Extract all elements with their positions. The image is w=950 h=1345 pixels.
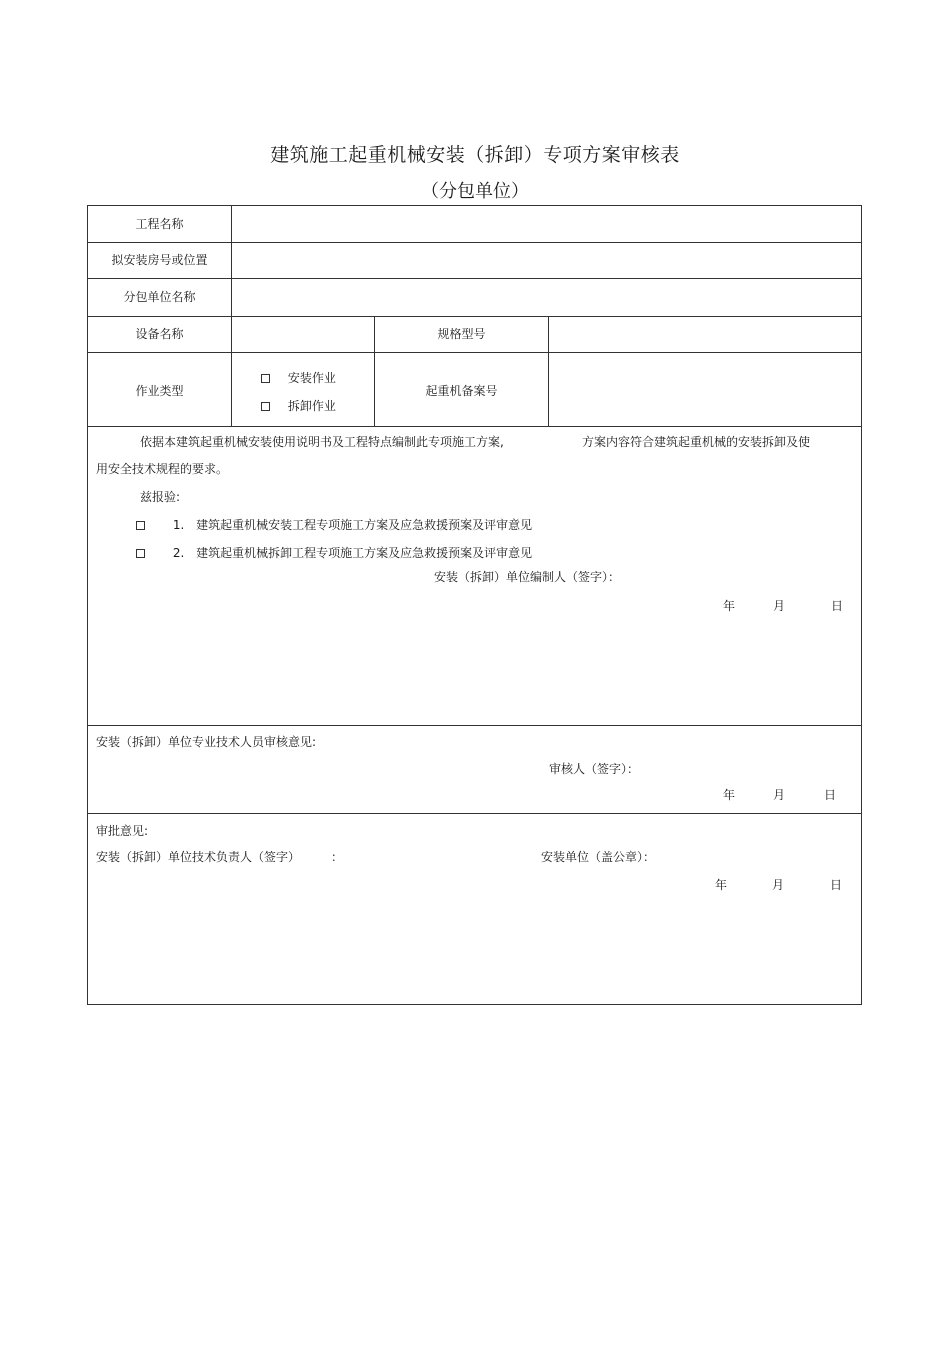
install-work-option[interactable] xyxy=(261,369,336,386)
review-date-month: 月 xyxy=(773,788,786,802)
plan-item-text: 建筑起重机械拆卸工程专项施工方案及应急救援预案及评审意见 xyxy=(196,546,533,560)
reviewer-label: 审核人（签字）： xyxy=(549,762,640,776)
page-subtitle: （分包单位） xyxy=(421,181,529,202)
review-date-day: 日 xyxy=(824,788,837,802)
review-form-table xyxy=(87,205,862,1005)
page-title: 建筑施工起重机械安装（拆卸）专项方案审核表 xyxy=(270,144,680,166)
tech-lead-label: 安装（拆卸）单位技术负责人（签字） xyxy=(96,850,301,864)
plan-item-install[interactable] xyxy=(136,516,532,533)
plan-paragraph-line1a: 依据本建筑起重机械安装使用说明书及工程特点编制此专项施工方案, xyxy=(140,435,504,449)
approval-date-day: 日 xyxy=(830,878,843,892)
checkbox-icon[interactable] xyxy=(261,374,270,383)
unit-seal-label: 安装单位（盖公章）： xyxy=(541,850,656,864)
review-date-year: 年 xyxy=(723,788,736,802)
install-location-label: 拟安装房号或位置 xyxy=(111,253,208,267)
equipment-name-field[interactable] xyxy=(232,317,374,352)
approval-label: 审批意见: xyxy=(96,824,149,838)
record-no-label: 起重机备案号 xyxy=(425,384,498,398)
spec-model-field[interactable] xyxy=(549,317,860,352)
approval-date-month: 月 xyxy=(772,878,785,892)
row-divider xyxy=(88,426,861,427)
plan-item-dismantle[interactable] xyxy=(136,544,532,561)
plan-item-number: 2. xyxy=(172,546,185,560)
dismantle-work-option[interactable] xyxy=(261,397,336,414)
subcontractor-label: 分包单位名称 xyxy=(123,290,196,304)
plan-item-text: 建筑起重机械安装工程专项施工方案及应急救援预案及评审意见 xyxy=(196,518,533,532)
checkbox-icon[interactable] xyxy=(136,549,145,558)
plan-date-year: 年 xyxy=(723,599,736,613)
install-location-field[interactable] xyxy=(232,243,860,278)
plan-date-day: 日 xyxy=(831,599,844,613)
plan-signer-label: 安装（拆卸）单位编制人（签字）： xyxy=(434,570,621,584)
install-work-label: 安装作业 xyxy=(287,371,336,385)
checkbox-icon[interactable] xyxy=(261,402,270,411)
row-divider xyxy=(88,725,861,726)
project-name-label: 工程名称 xyxy=(135,217,184,231)
submit-label: 兹报验: xyxy=(140,490,181,504)
dismantle-work-label: 拆卸作业 xyxy=(287,399,336,413)
record-no-field[interactable] xyxy=(549,353,860,426)
work-type-label: 作业类型 xyxy=(135,384,184,398)
plan-paragraph-line1b: 方案内容符合建筑起重机械的安装拆卸及使 xyxy=(582,435,811,449)
plan-item-number: 1. xyxy=(172,518,185,532)
equipment-name-label: 设备名称 xyxy=(135,327,184,341)
checkbox-icon[interactable] xyxy=(136,521,145,530)
review-opinion-label: 安装（拆卸）单位专业技术人员审核意见: xyxy=(96,735,317,749)
subcontractor-field[interactable] xyxy=(232,279,860,316)
spec-model-label: 规格型号 xyxy=(437,327,486,341)
row-divider xyxy=(88,813,861,814)
tech-lead-colon: ： xyxy=(331,850,344,864)
plan-paragraph-line2: 用安全技术规程的要求。 xyxy=(96,462,229,476)
plan-date-month: 月 xyxy=(773,599,786,613)
project-name-field[interactable] xyxy=(232,206,860,242)
approval-date-year: 年 xyxy=(715,878,728,892)
